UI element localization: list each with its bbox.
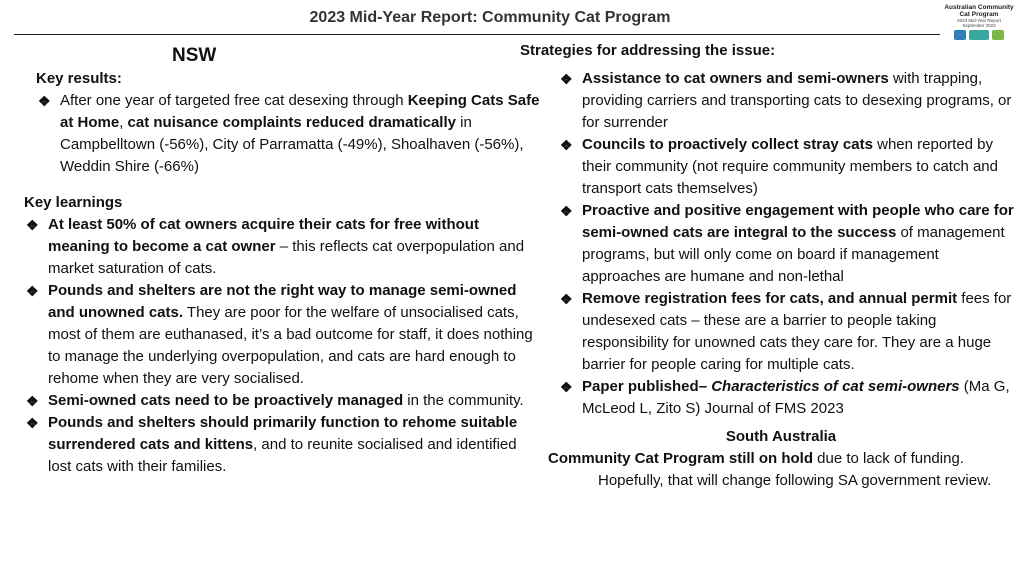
partner-logo-icon	[969, 30, 989, 40]
page-title: 2023 Mid-Year Report: Community Cat Program	[309, 9, 671, 26]
partner-logos	[940, 30, 1018, 40]
strategies-column	[520, 40, 1014, 492]
nsw-heading: NSW	[172, 45, 217, 66]
key-learning-item: ❖ At least 50% of cat owners acquire their cats for free without meaning to become a cat owner – this reflects cat overpopulation and market saturation of cats.	[26, 216, 525, 277]
key-learning-item: ❖ Pounds and shelters should primarily function to rehome suitable surrendered cats and kittens, and to reunite socialised and identified lost cats with their families.	[26, 414, 518, 475]
diamond-bullet-icon: ❖	[26, 415, 39, 431]
strategy-item: ❖ Councils to proactively collect stray cats when reported by their community (not require community members to catch and transport cats themselves)	[560, 136, 998, 197]
diamond-bullet-icon: ❖	[560, 379, 573, 395]
diamond-bullet-icon: ❖	[26, 217, 39, 233]
diamond-bullet-icon: ❖	[560, 137, 573, 153]
logo-sub-line2: September 2023	[962, 23, 996, 28]
key-learnings-heading: Key learnings	[24, 194, 123, 211]
nsw-column	[24, 44, 544, 478]
south-australia-text: Community Cat Program still on hold due to lack of funding. Hopefully, that will change following SA government review.	[548, 450, 992, 489]
diamond-bullet-icon: ❖	[26, 283, 39, 299]
key-result-item: ❖ After one year of targeted free cat desexing through Keeping Cats Safe at Home, cat nuisance complaints reduced dramatically in Campbelltown (-56%), City of Parramatta (-49%), Shoalhaven (-56%), Weddin Shire (-66%)	[38, 92, 540, 175]
key-learning-item: ❖ Semi-owned cats need to be proactively managed in the community.	[24, 390, 544, 412]
diamond-bullet-icon: ❖	[26, 393, 39, 409]
logo-sub-line1: 2023 Mid-Year Report	[957, 18, 1001, 23]
partner-logo-icon	[992, 30, 1004, 40]
south-australia-heading: South Australia	[725, 428, 837, 445]
partner-logo-icon	[954, 30, 966, 40]
diamond-bullet-icon: ❖	[560, 291, 573, 307]
title-divider	[14, 34, 940, 35]
strategy-item: ❖ Assistance to cat owners and semi-owners with trapping, providing carriers and transporting cats to desexing programs, or for surrender	[560, 70, 1012, 131]
diamond-bullet-icon: ❖	[38, 93, 51, 109]
strategy-item: ❖ Paper published– Characteristics of cat semi-owners (Ma G, McLeod L, Zito S) Journal of FMS 2023	[560, 378, 1010, 417]
diamond-bullet-icon: ❖	[560, 203, 573, 219]
logo-title-line1: Australian Community	[944, 4, 1014, 11]
key-results-heading: Key results:	[36, 70, 122, 87]
logo-title-line2: Cat Program	[959, 11, 999, 18]
key-learning-item: ❖ Pounds and shelters are not the right way to manage semi-owned and unowned cats. They are poor for the welfare of unsocialised cats, most of them are euthanased, it’s a bad outcome for staff, it does nothing to manage the underlying overpopulation, and cats are hard enough to rehome when they are very socialised.	[26, 282, 533, 387]
diamond-bullet-icon: ❖	[560, 71, 573, 87]
strategy-item: ❖ Proactive and positive engagement with people who care for semi-owned cats are integral to the success of management programs, but will only come on board if management approaches are humane and non-lethal	[560, 202, 1014, 285]
strategies-heading: Strategies for addressing the issue:	[520, 42, 776, 59]
strategy-item: ❖ Remove registration fees for cats, and annual permit fees for undesexed cats – these are a barrier to people taking responsibility for unowned cats they care for. They are a huge barrier for people caring for multiple cats.	[560, 290, 1012, 373]
